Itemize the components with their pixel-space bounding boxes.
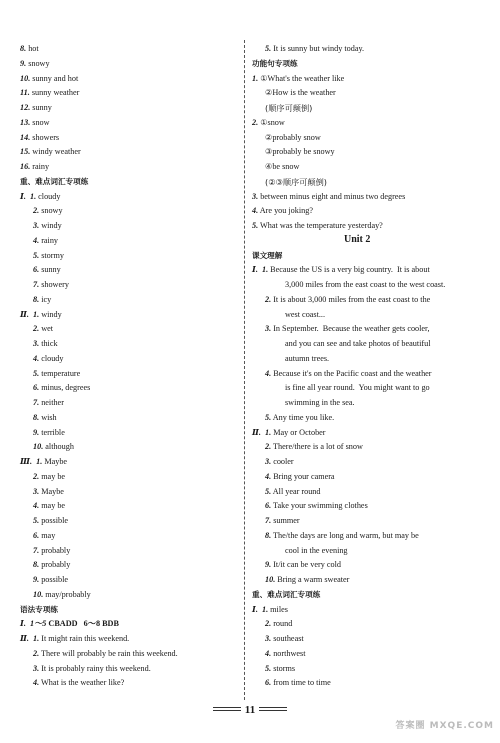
answer-line [33,324,53,334]
answer-line [20,74,78,84]
item-number: 6. [33,265,40,275]
answer-text: autumn trees. [285,353,330,363]
answer-text: windy weather [32,147,81,157]
item-number: 4. [265,368,272,378]
item-number: Ⅱ. 1. [20,309,40,319]
answer-text: may be [41,471,66,481]
answer-line [285,310,325,320]
watermark-logo: 答案圈 MXQE.COM [395,721,494,731]
answer-line [252,605,288,615]
item-number: 9. [33,427,40,437]
answer-text: storms [273,663,296,673]
item-number: 11. [20,88,30,98]
answer-text: cloudy [41,353,64,363]
item-number: 5. [265,486,272,496]
answer-line [265,133,321,143]
answer-line [20,634,129,644]
item-number: 2. [33,648,40,658]
unit-title: Unit 2 [344,233,371,245]
answer-text: Because the US is a very big country. It is about [270,265,430,275]
answer-line [252,428,326,438]
answer-line [33,236,58,246]
answer-text: All year round [272,486,321,496]
answer-text: ②probably snow [265,132,321,142]
answer-line [265,575,349,585]
answer-text: cloudy [38,191,61,201]
item-number: 5. [33,250,40,260]
answer-text: It is probably rainy this weekend. [41,663,151,673]
item-number: 5. [265,44,272,53]
answer-line [265,88,336,98]
answer-text: It might rain this weekend. [41,634,130,643]
answer-text: sunny and hot [32,73,79,83]
answer-text: ④be snow [265,162,300,171]
item-number: 3. [33,339,40,348]
answer-line [252,206,313,216]
answer-line [20,310,62,320]
answer-text: swimming in the sea. [285,398,355,407]
item-number: 2. [33,471,40,481]
answer-line [33,649,178,659]
answer-text: round [273,619,293,629]
answer-text: hot [28,44,39,53]
answer-line [265,457,294,467]
answer-text: rainy [41,235,59,245]
item-number: Ⅱ. 1. [20,634,40,643]
answer-line [252,74,344,84]
answer-text: summer [273,516,300,525]
item-number: 6. [265,501,272,511]
answer-text: Maybe [44,457,68,466]
answer-text: west coast... [285,309,326,319]
section-heading: 重、难点词汇专项练 [20,176,89,186]
answer-line [20,133,59,143]
answer-line [33,251,64,261]
answer-text: snowy [41,206,63,216]
answer-text: ③probably be snowy [265,147,335,157]
answer-line [265,162,299,172]
answer-text: There will probably be rain this weekend. [41,648,178,658]
answer-line [33,280,69,290]
answer-line [265,177,327,188]
item-number: 5. [252,221,259,230]
answer-line [20,162,49,172]
answer-line [33,516,68,526]
column-divider [244,40,245,700]
answer-text: terrible [41,427,65,437]
answer-text: snow [32,117,50,127]
answer-line [33,472,65,482]
answer-line [285,383,430,393]
answer-line [252,118,285,128]
answer-text: May or October [273,427,326,437]
answer-line [33,428,65,438]
answer-line [265,44,364,54]
answer-line [33,678,124,688]
answer-line [265,147,335,157]
item-number: 2. [252,117,259,127]
item-number: 6. [265,678,272,688]
answer-text: It is sunny but windy today. [273,44,365,53]
item-number: Ⅰ. 1. [252,265,269,275]
answer-text: may be [41,501,66,511]
answer-text: Are you joking? [259,206,313,216]
answer-line [20,147,81,157]
section-heading: 语法专项练 [20,604,58,614]
item-number: 4. [33,353,40,363]
item-number: 3. [265,457,272,466]
note-text: (顺序可颠倒) [265,103,313,113]
item-number: 2. [33,324,40,334]
item-number: 2. [265,294,272,304]
answer-text: It/it can be very cold [273,560,341,570]
answer-line [265,413,334,423]
footer-ornament-left [213,707,241,711]
item-number: 10. [20,73,31,83]
answer-line [20,192,60,202]
item-number: 4. [33,235,40,245]
answer-text: 3,000 miles from the east coast to the west coast. [285,280,446,289]
answer-text: wet [41,324,54,334]
answer-line [265,487,321,497]
answer-text: Bring your camera [273,471,335,481]
answer-line [20,103,52,113]
answer-text: windy [41,309,62,319]
answer-text: Take your swimming clothes [273,501,368,511]
item-number: 8. [33,412,40,422]
answer-line [252,221,383,231]
answer-line [265,619,292,629]
item-number: 4. [252,206,259,216]
item-number: Ⅱ. 1. [252,427,272,437]
answer-line [33,398,64,408]
answer-line [20,88,79,98]
answer-text: probably [41,560,71,570]
answer-line [33,295,51,305]
answer-line [265,103,312,114]
item-number: 16. [20,162,31,171]
item-number: 4. [265,648,272,658]
answer-text: temperature [41,368,81,378]
answer-line [265,531,419,541]
item-number: 7. [33,545,40,555]
answer-line [33,383,90,393]
section-heading: 重、难点词汇专项练 [252,589,321,599]
answer-line [252,265,430,275]
answer-line [20,44,39,54]
answer-line [33,531,55,541]
answer-line [285,280,445,290]
item-number: 7. [33,280,40,289]
answer-text: may [41,530,56,540]
answer-line [33,354,63,364]
item-number: 2. [265,442,272,452]
answer-text: What was the temperature yesterday? [260,221,383,230]
item-number: 5. [33,368,40,378]
answer-line [285,398,355,408]
answer-line [33,501,65,511]
answer-text: thick [41,339,58,348]
answer-line [33,487,64,497]
answer-text: wish [41,412,57,422]
item-number: 4. [33,501,40,511]
item-number: 8. [20,44,27,53]
item-number: 9. [33,575,40,584]
item-number: 4. [33,678,40,688]
item-number: 7. [33,398,40,407]
item-number: 1. [252,73,259,83]
item-number: 5. [33,516,40,525]
footer-ornament-right [259,707,287,711]
answer-text: ①What's the weather like [260,73,345,83]
answer-line [265,664,295,674]
answer-text: Bring a warm sweater [277,575,350,584]
answer-text: cool in the evening [285,545,348,555]
answer-text: Because it's on the Pacific coast and the weather [273,368,432,378]
answer-line [20,59,50,69]
item-number: 10. [265,575,276,584]
answer-text: showers [32,132,60,142]
answer-text: neither [41,398,64,407]
item-number: 3. [33,663,40,673]
answer-text: The/the days are long and warm, but may be [273,530,419,540]
item-number: 2. [265,619,272,629]
answer-text: Maybe [41,486,64,496]
answer-line [265,472,335,482]
item-number: 10. [33,442,44,452]
answer-line [265,442,363,452]
item-number: 8. [33,294,40,304]
answer-line [252,192,405,202]
item-number: 2. [33,206,40,216]
answer-text: stormy [41,250,64,260]
item-number: 3. [252,191,259,201]
answer-text: may/probably [45,589,91,599]
answer-text: between minus eight and minus two degrees [260,191,406,201]
item-number: 3. [33,221,40,230]
answer-text: from time to time [273,678,331,688]
item-number: Ⅰ. 1. [252,604,269,614]
answer-line [33,369,80,379]
item-number: 6. [33,383,40,393]
answer-text: What is the weather like? [41,678,125,688]
item-number: 3. [265,634,272,643]
answer-line [265,560,341,570]
answer-line [33,442,74,452]
answer-text: possible [41,575,69,584]
answer-line [33,339,58,349]
answer-text: sunny weather [31,88,80,98]
answer-line [33,546,70,556]
answer-line [33,265,61,275]
answer-text: ①snow [260,117,285,127]
answer-line [265,295,430,305]
answer-line [33,206,63,216]
item-number: 13. [20,117,31,127]
item-number: 7. [265,516,272,525]
answer-text: southeast [273,634,304,643]
answer-text: northwest [273,648,306,658]
item-number: 12. [20,103,31,112]
answer-text: cooler [273,457,294,466]
answer-line [20,118,50,128]
answer-line [265,678,331,688]
answer-line [265,516,300,526]
answer-line [33,413,57,423]
answer-text: windy [41,221,62,230]
answer-line [265,649,305,659]
answer-text: icy [41,294,52,304]
answer-text: rainy [32,162,50,171]
answer-text: minus, degrees [41,383,91,393]
answer-line [33,664,151,674]
item-number: 3. [265,324,272,334]
item-number: Ⅲ. 1. [20,457,43,466]
item-number: 4. [265,471,272,481]
answer-text: although [45,442,74,452]
answer-text: There/there is a lot of snow [273,442,363,452]
answer-text: miles [270,604,288,614]
answer-text: In September. Because the weather gets cooler, [273,324,430,334]
section-heading: 功能句专项练 [252,58,298,68]
answer-line [265,501,368,511]
page-number: 11 [244,704,256,716]
answer-text: It is about 3,000 miles from the east coast to the [273,294,431,304]
item-number: 5. [265,663,272,673]
item-number: 3. [33,486,40,496]
answer-line [20,457,67,467]
item-number: 9. [20,58,27,68]
answer-text: and you can see and take photos of beautiful [285,339,431,348]
section-heading: 课文理解 [252,250,283,260]
answer-line [33,590,91,600]
answer-text: sunny [32,103,52,112]
answer-text: possible [41,516,69,525]
answer-line [265,634,304,644]
answer-line [33,221,62,231]
answer-text: Any time you like. [272,412,335,422]
answer-line [285,354,329,364]
item-number: Ⅰ. 1. [20,191,37,201]
answer-text: snowy [28,58,50,68]
item-number: 10. [33,589,44,599]
item-number: 9. [265,560,272,570]
item-number: 5. [265,412,272,422]
item-number: 14. [20,132,31,142]
item-number: Ⅰ. 1～5 [20,619,47,629]
page-footer [0,700,500,718]
answer-text: CBADD 6～8 BDB [48,619,119,629]
answer-line [33,560,70,570]
answer-line [265,369,432,379]
answer-text: showery [41,280,69,289]
answer-line [265,324,430,334]
answer-line [20,619,119,629]
answer-text: is fine all year round. You might want to go [285,383,430,393]
answer-text: sunny [41,265,61,275]
item-number: 8. [265,530,272,540]
item-number: 6. [33,530,40,540]
note-text: (②③顺序可颠倒) [265,176,328,187]
answer-line [285,546,348,556]
item-number: 15. [20,147,31,157]
answer-line [285,339,431,349]
answer-text: ②How is the weather [265,88,336,98]
item-number: 8. [33,560,40,570]
answer-line [33,575,68,585]
answer-text: probably [41,545,71,555]
